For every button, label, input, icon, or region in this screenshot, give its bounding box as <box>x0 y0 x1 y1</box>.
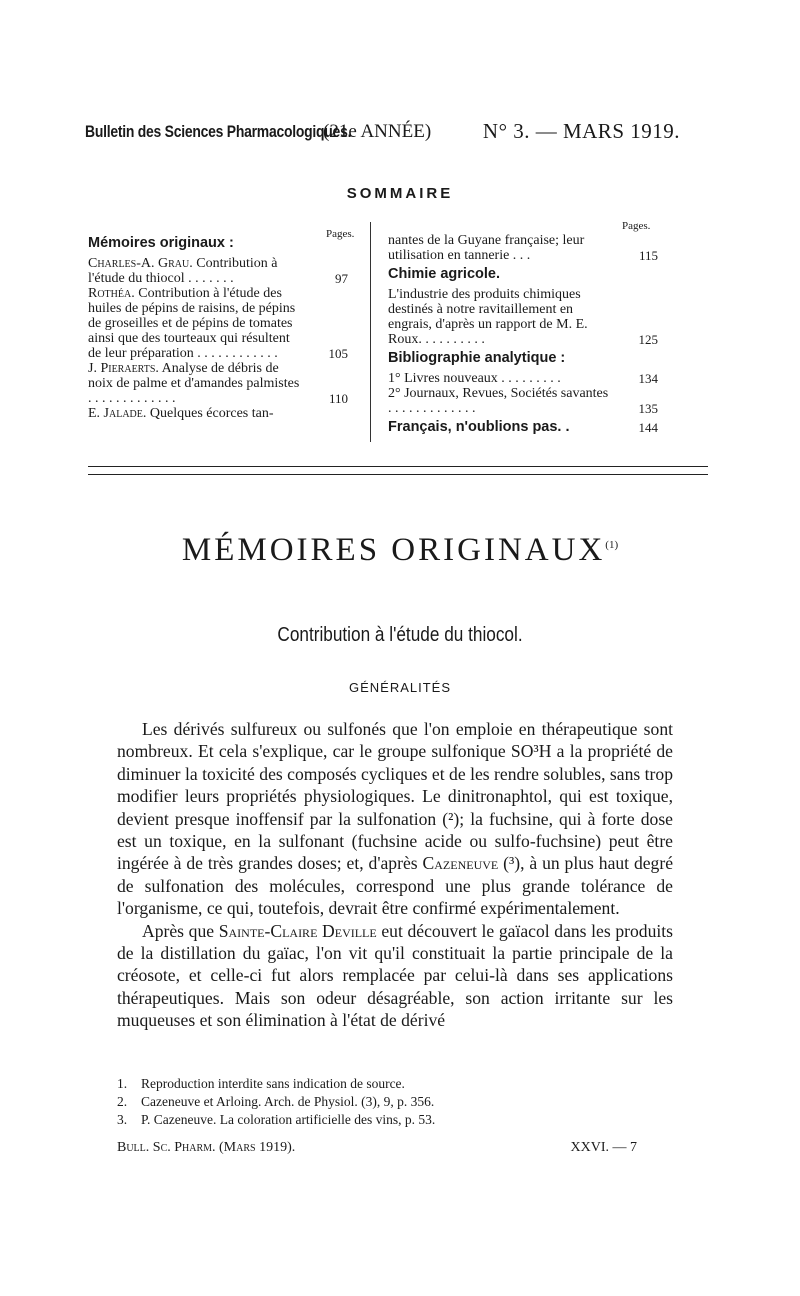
memoires-heading: Mémoires originaux : <box>88 235 234 251</box>
article-subtitle: GÉNÉRALITÉS <box>348 680 452 695</box>
footnote-3: 3. P. Cazeneuve. La coloration artificielle des vins, p. 53. <box>117 1112 436 1127</box>
sommaire-entry-livres: 1° Livres nouveaux . . . . . . . . . 134 <box>388 371 658 386</box>
year-note: (21e ANNÉE) <box>323 121 432 142</box>
page-number: 115 <box>638 248 658 263</box>
biblio-heading: Bibliographie analytique : <box>388 350 566 366</box>
sommaire-entry-grau: Charles-A. Grau. Contribution à l'étude du thiocol . . . . . . . 97 <box>88 256 348 286</box>
running-header <box>85 118 680 146</box>
sommaire-title: SOMMAIRE <box>346 185 454 202</box>
column-divider <box>370 222 371 442</box>
page-number: 125 <box>638 332 658 347</box>
footnote-ref: (1) <box>605 539 619 551</box>
sommaire-entry-jalade-cont: nantes de la Guyane française; leur utilisation en tannerie . . . 115 <box>388 233 658 263</box>
page-number: 97 <box>335 271 348 286</box>
footnotes <box>117 1075 677 1129</box>
page-number: 134 <box>638 371 658 386</box>
sommaire-entry-pieraerts: J. Pieraerts. Analyse de débris de noix de palme et d'amandes palmistes . . . . . . . . . . . . . 110 <box>88 361 348 406</box>
sommaire-right-column <box>388 233 658 435</box>
page-footer <box>117 1140 637 1156</box>
section-title: MÉMOIRES ORIGINAUX$^{(1)}$ <box>181 532 619 568</box>
page-number: 135 <box>638 401 658 416</box>
paragraph-1: Les dérivés sulfureux ou sulfonés que l'on emploie en thérapeutique sont nombreux. Et cela s'explique, car le groupe sulfonique SO³H a la propriété de diminuer la toxicité des composés cycliques et de les rendre solubles, sans trop modifier leurs propriétés physiologiques. Le dinitronaphtol, qui est toxique, devient presque inoffensif par la sulfonation (²); la fuchsine, qui à forte dose est un toxique, en la sulfonant (fuchsine acide ou sulfo-fuchsine) peut être ingérée à de très grandes doses; et, d'après Cazeneuve (³), à un plus haut degré de sulfonation des molécules, correspond une plus grande tolérance de l'organisme, ce qui, toutefois, devrait être confirmé expérimentalement. <box>117 719 674 919</box>
footer-citation: Bull. Sc. Pharm. (Mars 1919). <box>117 1140 296 1155</box>
page-number: 110 <box>328 391 348 406</box>
rule-top <box>88 466 708 467</box>
article-body <box>117 718 673 1032</box>
footnote-2: 2. Cazeneuve et Arloing. Arch. de Physiol. (3), 9, p. 356. <box>117 1094 435 1109</box>
sommaire-entry-jalade: E. Jalade. Quelques écorces tan- <box>88 406 274 421</box>
author-name: Cazeneuve <box>422 853 499 874</box>
article-title: Contribution à l'étude du thiocol. <box>277 624 523 646</box>
journal-title: Bulletin des Sciences Pharmacologiques. <box>85 122 352 141</box>
footnote-1: 1. Reproduction interdite sans indication de source. <box>117 1076 405 1091</box>
pages-label-right: Pages. <box>622 220 651 232</box>
francais-heading: Français, n'oublions pas. . 144 <box>388 419 658 435</box>
chimie-heading: Chimie agricole. <box>388 266 501 282</box>
sommaire-entry-roux: L'industrie des produits chimiques destinés à notre ravitaillement en engrais, d'après un rapport de M. E. Roux. . . . . . . . . . 125 <box>388 287 658 347</box>
page-number: 105 <box>328 346 348 361</box>
sommaire-entry-journaux: 2° Journaux, Revues, Sociétés savantes . . . . . . . . . . . . . 135 <box>388 386 658 416</box>
sommaire-entry-rothea: Rothéa. Contribution à l'étude des huiles de pépins de raisins, de pépins de groseilles et de pépins de tomates ainsi que des tourteaux qui résultent de leur préparation . . . . . . . . . . . . 105 <box>88 286 348 361</box>
issue-number: N° 3. — MARS 1919. <box>482 119 680 143</box>
pages-label-left: Pages. <box>326 228 355 240</box>
footer-page-number: XXVI. — 7 <box>570 1140 637 1155</box>
sommaire-left-column <box>88 226 348 421</box>
author-name: Sainte-Claire Deville <box>218 920 377 941</box>
paragraph-2: Après que Sainte-Claire Deville eut découvert le gaïacol dans les produits de la distillation du gaïac, l'on vit qu'il constituait la partie principale de la créosote, et celle-ci fut alors remplacée par celui-là dans ses applications thérapeutiques. Mais son odeur désagréable, son action irritante sur les muqueuses et son élimination à l'état de dérivé <box>117 920 674 1031</box>
rule-bottom <box>88 474 708 475</box>
page-number: 144 <box>638 420 658 435</box>
